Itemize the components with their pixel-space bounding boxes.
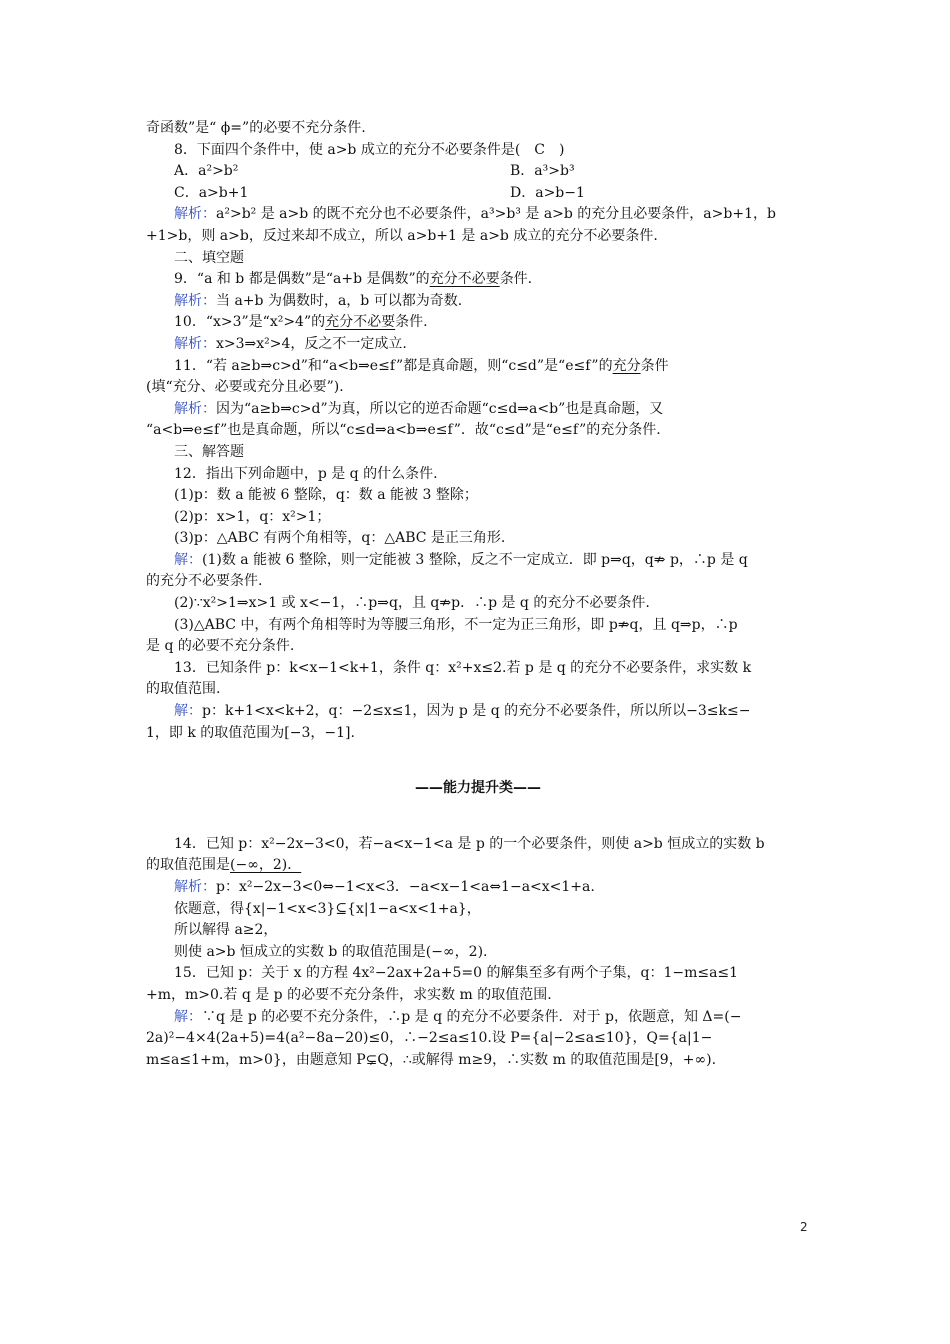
- text-line: “a<b⇒e≤f”也是真命题，所以“c≤d⇒a<b⇒e≤f”．故“c≤d”是“e≤f”的充分条件.: [146, 422, 661, 439]
- solution-12: [146, 550, 810, 572]
- text-line: (3)p：△ABC 有两个角相等，q：△ABC 是正三角形.: [174, 530, 506, 547]
- solution-text: (1)数 a 能被 6 整除，则一定能被 3 整除，反之不一定成立．即 p⇒q，q⇏ p，∴p 是 q: [202, 551, 748, 568]
- text-line: (2)∵x²>1⇒x>1 或 x<−1，∴p⇒q，且 q⇏p．∴p 是 q 的充分不必要条件.: [174, 595, 650, 612]
- analysis-14: [146, 877, 810, 899]
- text-line: (填“充分、必要或充分且必要”).: [146, 379, 344, 396]
- page-number: 2: [800, 1220, 808, 1234]
- question-10: [146, 312, 810, 334]
- analysis-text: a²>b² 是 a>b 的既不充分也不必要条件，a³>b³ 是 a>b 的充分且必要条件，a>b+1，b: [216, 206, 776, 223]
- analysis-label: 解析：: [174, 292, 216, 309]
- solution-text: p：k+1<x<k+2，q：−2≤x≤1，因为 p 是 q 的充分不必要条件，所以所以−3≤k≤−: [202, 703, 751, 720]
- question-14: 14．已知 p：x²−2x−3<0，若−a<x−1<a 是 p 的一个必要条件，则使 a>b 恒成立的实数 b: [174, 835, 765, 852]
- question-text: 10．“x>3”是“x²>4”的: [174, 314, 326, 331]
- option-b: B．a³>b³: [510, 163, 575, 180]
- section-heading-solutions: 三、解答题: [174, 443, 244, 460]
- solution-label: 解：: [174, 1008, 202, 1025]
- question-9: [146, 269, 810, 291]
- text-line: 2a)²−4×4(2a+5)=4(a²−8a−20)≤0，∴−2≤a≤10.设 P={a|−2≤a≤10}，Q={a|1−: [146, 1030, 713, 1047]
- answer-blank: 充分不必要: [429, 271, 500, 288]
- solution-label: 解：: [174, 703, 202, 720]
- answer-blank: 充分: [612, 357, 641, 374]
- analysis-text: p：x²−2x−3<0⇔−1<x<3．−a<x−1<a⇔1−a<x<1+a.: [216, 879, 595, 895]
- section-title-advanced: ——能力提升类——: [415, 780, 541, 797]
- text-line: m≤a≤1+m，m>0}，由题意知 P⊊Q，∴或解得 m≥9，∴实数 m 的取值范围是[9，+∞).: [146, 1051, 717, 1068]
- spacer: [146, 812, 810, 834]
- text-line: 1，即 k 的取值范围为[−3，−1].: [146, 724, 355, 741]
- solution-text: ∵q 是 p 的必要不充分条件，∴p 是 q 的充分不必要条件．对于 p，依题意，知 Δ=(−: [202, 1008, 742, 1025]
- answer-blank: (−∞，2)．: [230, 857, 302, 874]
- spacer: [146, 744, 810, 766]
- question-text: 条件: [640, 357, 669, 374]
- answer-blank: 充分不必要: [325, 314, 396, 331]
- section-heading-fill-in: 二、填空题: [174, 249, 244, 266]
- analysis-text: 当 a+b 为偶数时，a，b 可以都为奇数.: [216, 292, 463, 309]
- options-row-ab: [146, 161, 810, 183]
- solution-label: 解：: [174, 551, 202, 568]
- question-11: [146, 356, 810, 378]
- question-text: 11．“若 a≥b⇒c>d”和“a<b⇒e≤f”都是真命题，则“c≤d”是“e≤f”的: [174, 357, 613, 374]
- text-line: 则使 a>b 恒成立的实数 b 的取值范围是(−∞，2).: [174, 943, 488, 960]
- option-a: A．a²>b²: [174, 163, 239, 180]
- analysis-text: 因为“a≥b⇒c>d”为真，所以它的逆否命题“c≤d⇒a<b”也是真命题，又: [216, 400, 664, 417]
- analysis-text: x>3⇒x²>4，反之不一定成立.: [216, 335, 407, 352]
- analysis-label: 解析：: [174, 879, 216, 895]
- text-line: (3)△ABC 中，有两个角相等时为等腰三角形，不一定为正三角形，即 p⇏q，且 q⇒p，∴p: [174, 616, 738, 633]
- solution-15: [146, 1007, 810, 1029]
- solution-13: [146, 701, 810, 723]
- analysis-label: 解析：: [174, 206, 216, 223]
- question-12: 12．指出下列命题中，p 是 q 的什么条件.: [174, 465, 438, 482]
- question-text: 条件.: [499, 271, 533, 288]
- option-d: D．a>b−1: [510, 184, 585, 201]
- question-13: 13．已知条件 p：k<x−1<k+1，条件 q：x²+x≤2.若 p 是 q 的充分不必要条件，求实数 k: [174, 659, 752, 676]
- question-text: 9．“a 和 b 都是偶数”是“a+b 是偶数”的: [174, 271, 430, 288]
- question-8: 8．下面四个条件中，使 a>b 成立的充分不必要条件是( C ): [174, 141, 565, 158]
- analysis-9: [146, 291, 810, 313]
- analysis-label: 解析：: [174, 400, 216, 417]
- analysis-label: 解析：: [174, 335, 216, 352]
- text-line: (1)p：数 a 能被 6 整除，q：数 a 能被 3 整除；: [174, 487, 478, 504]
- question-text: 条件.: [395, 314, 428, 331]
- text-line: +m，m>0.若 q 是 p 的必要不充分条件，求实数 m 的取值范围.: [146, 986, 552, 1003]
- analysis-10: [146, 334, 810, 356]
- analysis-11: [146, 399, 810, 421]
- options-row-cd: [146, 183, 810, 205]
- text-line: 奇函数”是“ ϕ=”的必要不充分条件.: [146, 120, 366, 136]
- text-line: 依题意，得{x|−1<x<3}⊆{x|1−a<x<1+a}，: [174, 900, 481, 917]
- option-c: C．a>b+1: [174, 184, 249, 201]
- text-line: 的充分不必要条件.: [146, 573, 263, 590]
- text-line: +1>b，则 a>b，反过来却不成立，所以 a>b+1 是 a>b 成立的充分不必要条件.: [146, 227, 658, 244]
- analysis-8: [146, 204, 810, 226]
- text-line: 的取值范围.: [146, 681, 221, 698]
- page-content: [146, 118, 810, 1071]
- text-line: [146, 855, 810, 877]
- text-line: 所以解得 a≥2，: [174, 922, 278, 939]
- text-line: (2)p：x>1，q：x²>1；: [174, 508, 331, 525]
- question-text: 的取值范围是: [146, 857, 230, 874]
- question-15: 15．已知 p：关于 x 的方程 4x²−2ax+2a+5=0 的解集至多有两个子集，q：1−m≤a≤1: [174, 965, 739, 982]
- text-line: 是 q 的必要不充分条件.: [146, 638, 295, 655]
